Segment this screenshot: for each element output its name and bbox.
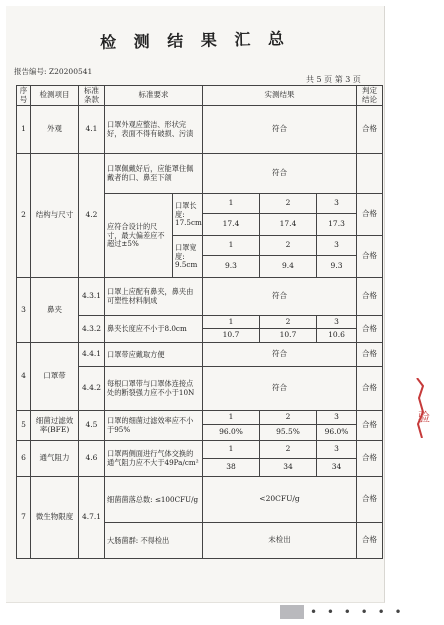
seq-cell: 4: [17, 343, 31, 411]
item-cell: 口罩带: [31, 343, 79, 411]
sample-index: 2: [260, 316, 317, 329]
col-verdict: 判定结论: [357, 86, 383, 106]
seq-cell: 3: [17, 278, 31, 343]
sample-index: 3: [317, 236, 357, 256]
page-title: 检 测 结 果 汇 总: [99, 29, 291, 52]
page-info: 共 5 页 第 3 页: [306, 75, 361, 84]
clause-cell: 4.6: [79, 441, 105, 477]
verdict-cell: 合格: [357, 343, 383, 367]
verdict-cell: 合格: [357, 441, 383, 477]
measure-value: 9.3: [203, 256, 260, 278]
stamp-fragment: 验: [418, 410, 431, 424]
report-number: 报告编号: Z20200541: [14, 67, 93, 76]
sample-index: 1: [203, 441, 260, 459]
verdict-cell: [357, 154, 383, 194]
table-row: [17, 441, 383, 459]
clause-cell: 4.4.2: [79, 367, 105, 411]
sample-index: 2: [260, 411, 317, 425]
sample-index: 1: [203, 316, 260, 329]
table-row: [17, 411, 383, 425]
requirement-cell: 每根口罩带与口罩体连接点处的断裂强力应不小于10N: [105, 367, 203, 411]
dots-decoration: • • • • • •: [310, 605, 405, 619]
item-cell: 通气阻力: [31, 441, 79, 477]
requirement-cell: 口罩佩戴好后，应能罩住佩戴者的口、鼻至下颌: [105, 154, 203, 194]
requirement-cell: 口罩带应戴取方便: [105, 343, 203, 367]
col-requirement: 标准要求: [105, 86, 203, 106]
col-clause: 标准条款: [79, 86, 105, 106]
table-row: [17, 278, 383, 316]
verdict-cell: 合格: [357, 523, 383, 559]
width-label-cell: 口罩宽度: 9.5cm: [173, 236, 203, 278]
item-cell: 结构与尺寸: [31, 154, 79, 278]
sample-index: 3: [317, 411, 357, 425]
sample-index: 1: [203, 236, 260, 256]
result-cell: 符合: [203, 106, 357, 154]
sample-index: 2: [260, 441, 317, 459]
requirement-cell: 口罩外观应整洁、形状完好，表面不得有破损、污渍: [105, 106, 203, 154]
sample-index: 3: [317, 194, 357, 214]
result-cell: <20CFU/g: [203, 477, 357, 523]
seq-cell: 5: [17, 411, 31, 441]
seq-cell: 1: [17, 106, 31, 154]
blurred-thumbnail: [280, 605, 304, 619]
seq-cell: 2: [17, 154, 31, 278]
size-tolerance-cell: 应符合设计的尺寸，最大偏差应不超过±5%: [105, 194, 173, 278]
measure-value: 17.4: [203, 214, 260, 236]
measure-value: 17.3: [317, 214, 357, 236]
clause-cell: 4.3.1: [79, 278, 105, 316]
clause-cell: 4.7.1: [79, 477, 105, 559]
result-cell: 符合: [203, 154, 357, 194]
verdict-cell: 合格: [357, 411, 383, 441]
verdict-cell: 合格: [357, 477, 383, 523]
verdict-cell: 合格: [357, 278, 383, 316]
item-cell: 外观: [31, 106, 79, 154]
measure-value: 34: [317, 459, 357, 477]
measure-value: 96.0%: [317, 425, 357, 441]
item-cell: 细菌过滤效率(BFE): [31, 411, 79, 441]
seq-cell: 6: [17, 441, 31, 477]
measure-value: 10.7: [203, 329, 260, 343]
measure-value: 96.0%: [203, 425, 260, 441]
result-cell: 未检出: [203, 523, 357, 559]
measure-value: 10.6: [317, 329, 357, 343]
col-result: 实测结果: [203, 86, 357, 106]
requirement-cell: 口罩上应配有鼻夹，鼻夹由可塑性材料制成: [105, 278, 203, 316]
requirement-cell: 口罩的细菌过滤效率应不小于95%: [105, 411, 203, 441]
item-cell: 微生物限度: [31, 477, 79, 559]
sample-index: 3: [317, 441, 357, 459]
verdict-cell: 合格: [357, 194, 383, 236]
clause-cell: 4.2: [79, 154, 105, 278]
measure-value: 38: [203, 459, 260, 477]
results-table: [16, 85, 383, 559]
verdict-cell: 合格: [357, 316, 383, 343]
clause-cell: 4.1: [79, 106, 105, 154]
measure-value: 9.4: [260, 256, 317, 278]
col-seq: 序号: [17, 86, 31, 106]
table-row: [17, 106, 383, 154]
verdict-cell: 合格: [357, 236, 383, 278]
table-row: [17, 477, 383, 523]
length-label-cell: 口罩长度: 17.5cm: [173, 194, 203, 236]
requirement-cell: 口罩两侧面进行气体交换的通气阻力应不大于49Pa/cm²: [105, 441, 203, 477]
table-row: [17, 343, 383, 367]
measure-value: 10.7: [260, 329, 317, 343]
measure-value: 95.5%: [260, 425, 317, 441]
clause-cell: 4.3.2: [79, 316, 105, 343]
requirement-cell: 鼻夹长度应不小于8.0cm: [105, 316, 203, 343]
item-cell: 鼻夹: [31, 278, 79, 343]
sample-index: 2: [260, 236, 317, 256]
table-header-row: [17, 86, 383, 106]
sample-index: 3: [317, 316, 357, 329]
seq-cell: 7: [17, 477, 31, 559]
sample-index: 1: [203, 411, 260, 425]
col-item: 检测项目: [31, 86, 79, 106]
requirement-cell: 细菌菌落总数: ≤100CFU/g: [105, 477, 203, 523]
result-cell: 符合: [203, 367, 357, 411]
verdict-cell: 合格: [357, 106, 383, 154]
result-cell: 符合: [203, 278, 357, 316]
clause-cell: 4.5: [79, 411, 105, 441]
verdict-cell: 合格: [357, 367, 383, 411]
measure-value: 17.4: [260, 214, 317, 236]
result-cell: 符合: [203, 343, 357, 367]
requirement-cell: 大肠菌群: 不得检出: [105, 523, 203, 559]
measure-value: 34: [260, 459, 317, 477]
sample-index: 1: [203, 194, 260, 214]
measure-value: 9.3: [317, 256, 357, 278]
table-row: [17, 154, 383, 194]
document-page: [6, 6, 385, 603]
clause-cell: 4.4.1: [79, 343, 105, 367]
sample-index: 2: [260, 194, 317, 214]
